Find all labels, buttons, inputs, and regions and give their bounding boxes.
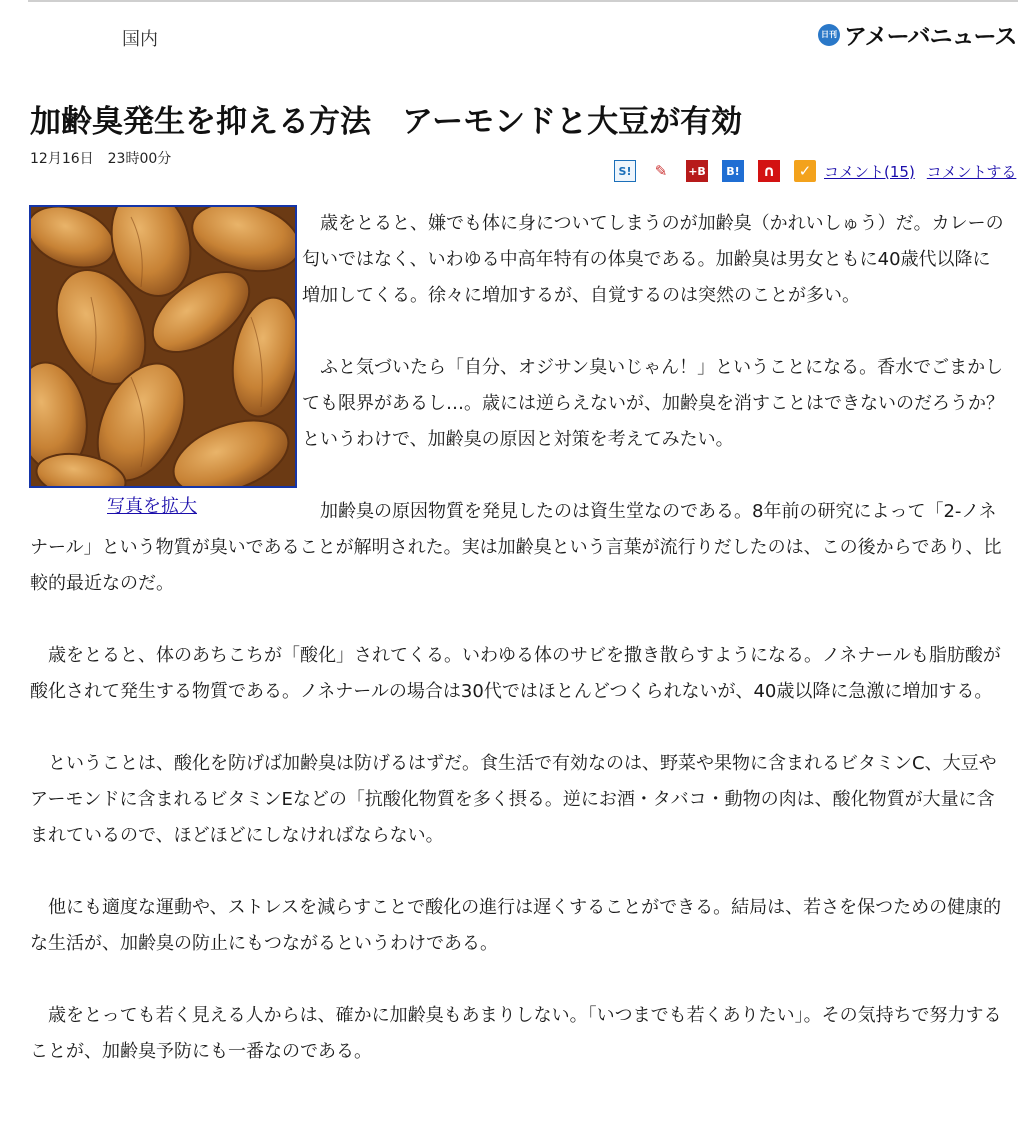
article-paragraph: ふと気づいたら「自分、オジサン臭いじゃん！」ということになる。香水でごまかしても限界があるし…。歳には逆らえないが、加齢臭を消すことはできないのだろうか？ というわけで、加齢臭の原因と対策を考えてみたい。 — [302, 357, 1022, 450]
comment-post-link[interactable]: コメントする — [926, 162, 1017, 181]
hatena-bookmark-icon[interactable]: B! — [722, 160, 744, 182]
social-bookmark-bar — [614, 160, 1016, 182]
top-divider — [28, 0, 1018, 2]
article-paragraph: ということは、酸化を防げば加齢臭は防げるはずだ。食生活で有効なのは、野菜や果物に含まれるビタミンC、大豆やアーモンドに含まれるビタミンEなどの「抗酸化物質を多く摂る。逆にお酒・タバコ・動物の肉は、酸化物質が大量に含まれているので、ほどほどにしなければならない。 — [30, 753, 997, 846]
buzzurl-icon[interactable]: +B — [686, 160, 708, 182]
comment-count-link[interactable]: コメント(15) — [824, 162, 915, 181]
article-title: 加齢臭発生を抑える方法 アーモンドと大豆が有効 — [30, 104, 743, 140]
nifty-clip-icon[interactable]: ∩ — [758, 160, 780, 182]
article-paragraph: 加齢臭の原因物質を発見したのは資生堂なのである。8年前の研究によって「2-ノネナール」という物質が臭いであることが解明された。実は加齢臭という言葉が流行りだしたのは、この後からであり、比較的最近なのだ。 — [30, 501, 1002, 594]
clip-icon[interactable]: ✎ — [654, 162, 668, 180]
check-icon[interactable]: ✓ — [794, 160, 816, 182]
logo-text: アメーバニュース — [844, 24, 1017, 50]
ameba-news-logo[interactable] — [818, 18, 1016, 51]
category-label[interactable]: 国内 — [122, 29, 158, 50]
article-paragraph: 歳をとると、体のあちこちが「酸化」されてくる。いわゆる体のサビを撒き散らすようになる。ノネナールも脂肪酸が酸化されて発生する物質である。ノネナールの場合は30代ではほとんどつくられないが、40歳以降に急激に増加する。 — [30, 645, 1001, 702]
article-date: 12月16日 23時00分 — [30, 151, 172, 167]
yahoo-bookmark-icon[interactable]: S! — [614, 160, 636, 182]
article-paragraph: 他にも適度な運動や、ストレスを減らすことで酸化の進行は遅くすることができる。結局は、若さを保つための健康的な生活が、加齢臭の防止にもつながるというわけである。 — [30, 897, 1002, 954]
article-paragraph: 歳をとると、嫌でも体に身についてしまうのが加齢臭（かれいしゅう）だ。カレーの匂いではなく、いわゆる中高年特有の体臭である。加齢臭は男女ともに40歳代以降に増加してくる。徐々に増加するが、自覚するのは突然のことが多い。 — [302, 213, 1004, 306]
photo-enlarge-link[interactable]: 写真を拡大 — [107, 496, 197, 517]
article-paragraph: 歳をとっても若く見える人からは、確かに加齢臭もあまりしない。「いつまでも若くありたい」。その気持ちで努力することが、加齢臭予防にも一番なのである。 — [30, 1005, 1002, 1062]
logo-badge-icon: 日刊 — [818, 24, 840, 46]
article-body — [30, 206, 1022, 1106]
